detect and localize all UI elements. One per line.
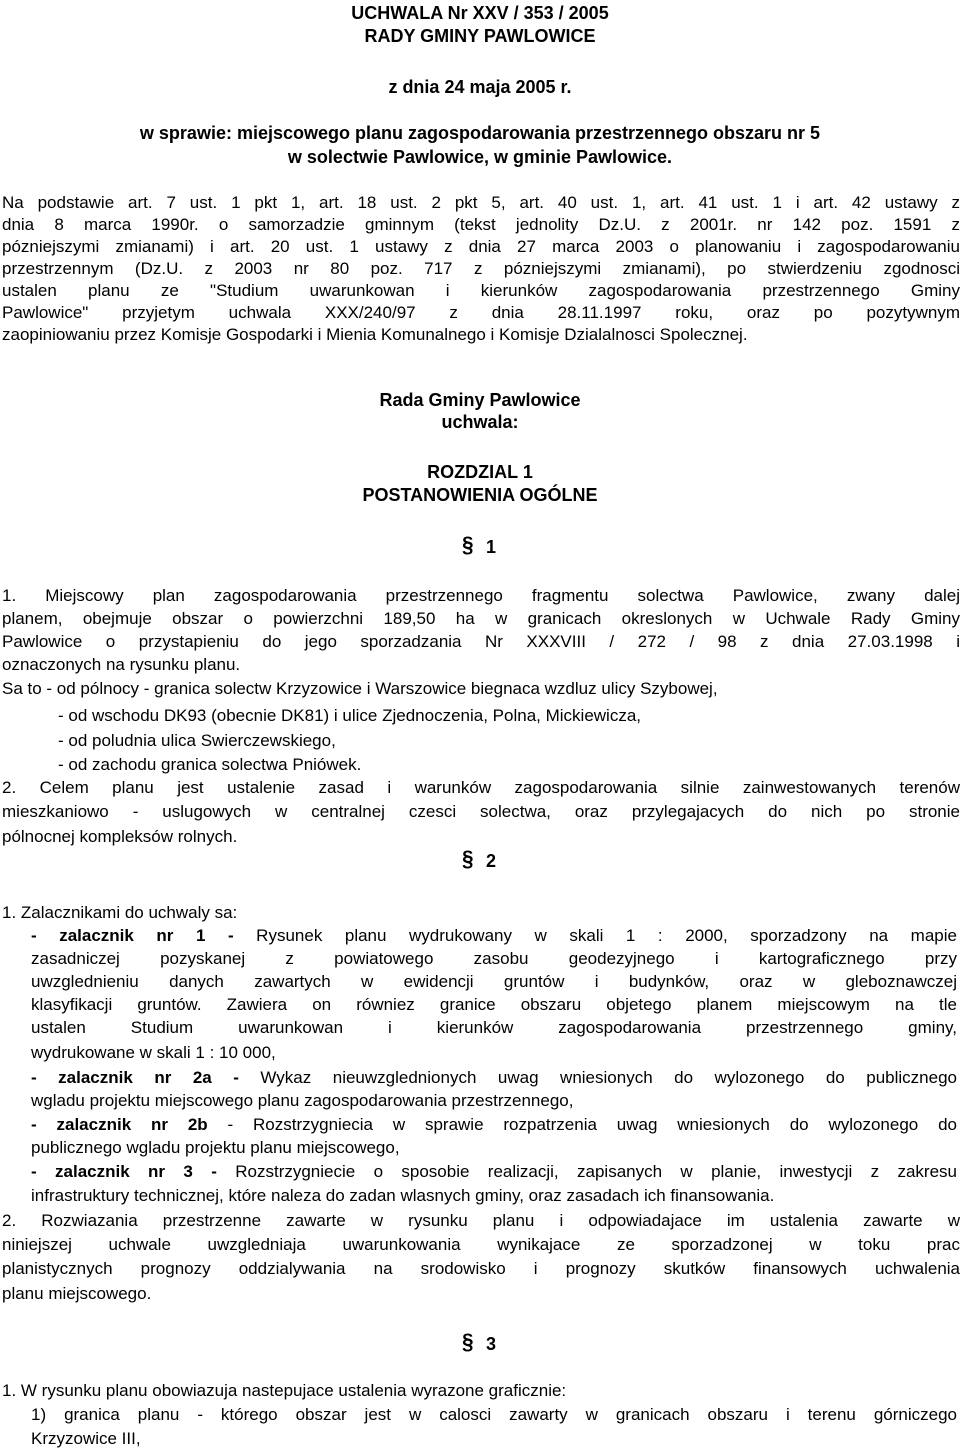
- resolution-date: z dnia 24 maja 2005 r.: [388, 77, 572, 97]
- attachment-1-line: wydrukowane w skali 1 : 10 000,: [31, 1043, 276, 1062]
- par3-item-cont: Krzyzowice III,: [31, 1429, 141, 1448]
- par1-line: planem, obejmuje obszar o powierzchni 189,50 ha w granicach okreslonych w Uchwale Rady Gminy: [2, 609, 960, 628]
- attachment-2b-label: - zalacznik nr 2b: [31, 1115, 208, 1134]
- attachment-1-line: ustalen Studium uwarunkowan i kierunków zagospodarowania przestrzennego gminy,: [31, 1018, 957, 1037]
- par3-line: 1. W rysunku planu obowiazuja nastepujace ustalenia wyrazone graficznie:: [2, 1381, 567, 1400]
- section-2-heading: [462, 845, 497, 872]
- attachment-3-line: infrastruktury technicznej, które naleza do zadan wlasnych gminy, oraz zasadach ich finansowania.: [31, 1186, 775, 1205]
- par1-line: oznaczonych na rysunku planu.: [2, 655, 241, 674]
- attachment-2a-label: - zalacznik nr 2a -: [31, 1068, 239, 1087]
- attachment-2b: - zalacznik nr 2b - Rozstrzygniecia w sprawie rozpatrzenia uwag wniesionych do wylozonego do: [31, 1115, 957, 1134]
- resolution-subject-cont: w solectwie Pawlowice, w gminie Pawlowice.: [287, 147, 673, 167]
- par1-line: 2. Celem planu jest ustalenie zasad i warunków zagospodarowania silnie zainwestowanych terenów: [2, 778, 960, 797]
- section-symbol: §: [462, 1328, 474, 1354]
- attachment-1: - zalacznik nr 1 - Rysunek planu wydrukowany w skali 1 : 2000, sporzadzony na mapie: [31, 926, 957, 945]
- council-name: RADY GMINY PAWLOWICE: [364, 26, 596, 46]
- par1-boundary-east: - od wschodu DK93 (obecnie DK81) i ulice Zjednoczenia, Polna, Mickiewicza,: [58, 706, 642, 725]
- attachment-2a: - zalacznik nr 2a - Wykaz nieuwzglednionych uwag wniesionych do wylozonego do publicznego: [31, 1068, 957, 1087]
- preamble-line: pózniejszymi zmianami) i art. 20 ust. 1 ustawy z dnia 27 marca 2003 o planowaniu i zagospodarowaniu: [2, 237, 960, 256]
- par2-point2-line: 2. Rozwiazania przestrzenne zawarte w rysunku planu i odpowiadajace im ustalenia zawarte w: [2, 1211, 960, 1230]
- section-symbol: §: [462, 531, 474, 557]
- par1-boundary-north: Sa to - od pólnocy - granica solectw Krzyzowice i Warszowice biegnaca wzdluz ulicy Szybowej,: [2, 679, 718, 698]
- section-number: 1: [486, 537, 497, 557]
- par1-boundary-west: - od zachodu granica solectwa Pniówek.: [58, 755, 362, 774]
- preamble-line: Pawlowice" przyjetym uchwala XXX/240/97 z dnia 28.11.1997 roku, oraz po pozytywnym: [2, 303, 960, 322]
- par2-point2-line: planu miejscowego.: [2, 1284, 152, 1303]
- resolution-subject: w sprawie: miejscowego planu zagospodarowania przestrzennego obszaru nr 5: [139, 123, 821, 143]
- chapter-number: ROZDZIAL 1: [427, 462, 533, 482]
- section-symbol: §: [462, 845, 474, 871]
- attachment-3: - zalacznik nr 3 - Rozstrzygniecie o sposobie realizacji, zapisanych w planie, inwestycji z zakresu: [31, 1162, 958, 1181]
- section-number: 3: [486, 1334, 497, 1354]
- attachment-1-label: - zalacznik nr 1 -: [31, 926, 234, 945]
- par1-boundary-south: - od poludnia ulica Swierczewskiego,: [58, 731, 336, 750]
- preamble-line: dnia 8 marca 1990r. o samorzadzie gminnym (tekst jednolity Dz.U. z 2001r. nr 142 poz. 1591 z: [2, 215, 960, 234]
- attachment-1-line: uwzglednieniu danych zawartych w ewidencji gruntów i budynków, oraz w gleboznawczej: [31, 972, 957, 991]
- par1-line: pólnocnej kompleksów rolnych.: [2, 827, 238, 846]
- attachment-1-line: klasyfikacji gruntów. Zawiera on równiez granice obszaru objetego planem miejscowym na tle: [31, 995, 957, 1014]
- council-heading: Rada Gminy Pawlowice: [379, 390, 581, 410]
- par1-line: 1. Miejscowy plan zagospodarowania przestrzennego fragmentu solectwa Pawlowice, zwany dalej: [2, 586, 960, 605]
- section-number: 2: [486, 851, 497, 871]
- preamble-line: zaopiniowaniu przez Komisje Gospodarki i Mienia Komunalnego i Komisje Dzialalnosci Spolecznej.: [2, 325, 748, 344]
- chapter-title: POSTANOWIENIA OGÓLNE: [362, 485, 598, 505]
- section-1-heading: [462, 531, 497, 558]
- attachment-3-label: - zalacznik nr 3 -: [31, 1162, 217, 1181]
- par2-intro: 1. Zalacznikami do uchwaly sa:: [2, 903, 238, 922]
- par1-line: mieszkaniowo - uslugowych w centralnej czesci solectwa, oraz przylegajacych do nich po stronie: [2, 802, 960, 821]
- council-resolves: uchwala:: [441, 412, 519, 432]
- section-3-heading: [462, 1328, 497, 1355]
- preamble-line: ustalen planu ze "Studium uwarunkowan i kierunków zagospodarowania przestrzennego Gminy: [2, 281, 960, 300]
- resolution-number: UCHWALA Nr XXV / 353 / 2005: [351, 3, 609, 23]
- par3-item: 1) granica planu - którego obszar jest w calosci zawarty w granicach obszaru i terenu górniczego: [31, 1405, 957, 1424]
- preamble-line: przestrzennym (Dz.U. z 2003 nr 80 poz. 717 z pózniejszymi zmianami), po stwierdzeniu zgodnosci: [2, 259, 960, 278]
- preamble-line: Na podstawie art. 7 ust. 1 pkt 1, art. 18 ust. 2 pkt 5, art. 40 ust. 1, art. 41 ust. 1 i art. 42 ustawy z: [2, 193, 960, 212]
- attachment-2b-line: publicznego wgladu projektu planu miejscowego,: [31, 1138, 400, 1157]
- par2-point2-line: niniejszej uchwale uwzgledniaja uwarunkowania wynikajace ze sporzadzonej w toku prac: [2, 1235, 960, 1254]
- attachment-2a-line: wgladu projektu miejscowego planu zagospodarowania przestrzennego,: [31, 1091, 574, 1110]
- attachment-1-line: zasadniczej pozyskanej z powiatowego zasobu geodezyjnego i kartograficznego przy: [31, 949, 957, 968]
- par1-line: Pawlowice o przystapieniu do jego sporzadzania Nr XXXVIII / 272 / 98 z dnia 27.03.1998 i: [2, 632, 960, 651]
- par2-point2-line: planistycznych prognozy oddzialywania na srodowisko i prognozy skutków finansowych uchwalenia: [2, 1259, 960, 1278]
